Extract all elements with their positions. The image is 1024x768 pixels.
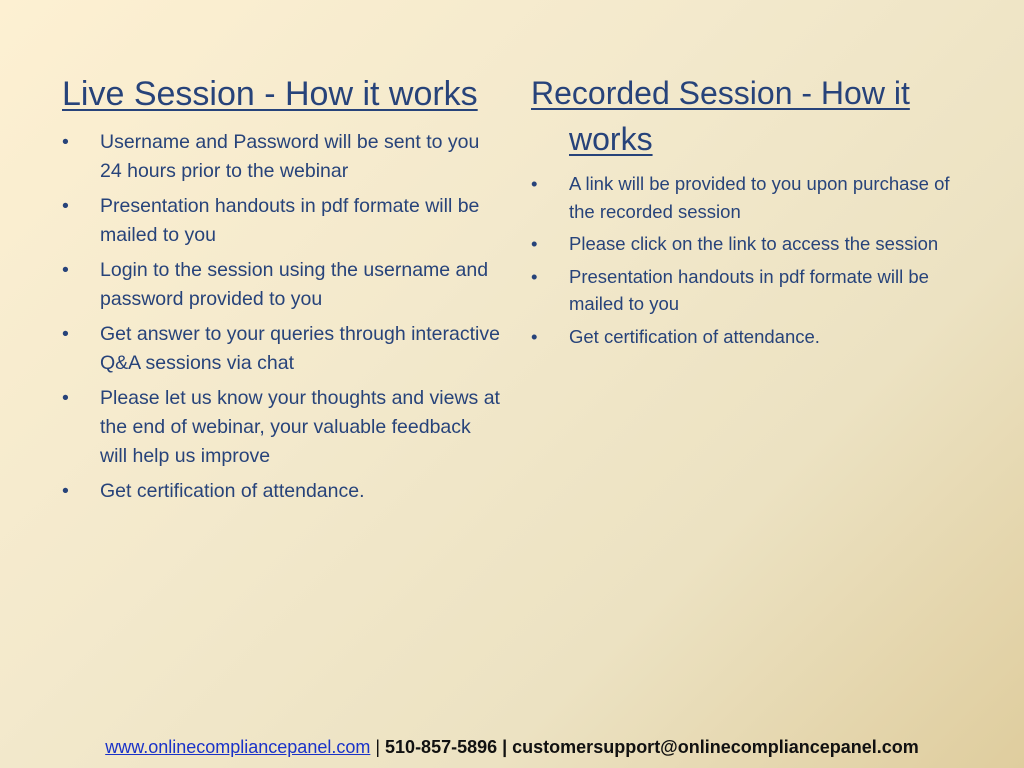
list-item: • Get certification of attendance. [62, 477, 502, 506]
list-item: • Get answer to your queries through interactive Q&A sessions via chat [62, 320, 502, 378]
list-item: • Presentation handouts in pdf formate will be mailed to you [62, 192, 502, 250]
live-session-list [62, 128, 502, 506]
list-item: • Get certification of attendance. [531, 323, 971, 351]
bullet-icon: • [531, 325, 538, 347]
bullet-icon: • [531, 233, 538, 254]
recorded-session-column [531, 70, 971, 355]
live-session-column [62, 70, 502, 512]
bullet-icon: • [62, 259, 69, 281]
footer-contact: 510-857-5896 | customersupport@onlinecompliancepanel.com [385, 737, 919, 757]
footer [0, 737, 1024, 758]
bullet-icon: • [62, 480, 69, 502]
bullet-icon: • [531, 173, 538, 194]
bullet-icon: • [62, 387, 69, 409]
list-item: • Please click on the link to access the session [531, 230, 971, 258]
list-item: • Please let us know your thoughts and views at the end of webinar, your valuable feedback will help us improve [62, 384, 502, 471]
footer-separator: | [370, 737, 386, 757]
website-link[interactable]: www.onlinecompliancepanel.com [105, 737, 371, 757]
recorded-session-heading: Recorded Session - How it works [531, 75, 910, 157]
list-item: • Login to the session using the username and password provided to you [62, 256, 502, 314]
recorded-session-list [531, 170, 971, 350]
bullet-icon: • [62, 195, 69, 217]
live-session-heading: Live Session - How it works [62, 75, 478, 113]
bullet-icon: • [531, 265, 538, 287]
list-item: • Presentation handouts in pdf formate will be mailed to you [531, 263, 971, 318]
bullet-icon: • [62, 323, 69, 345]
list-item: • A link will be provided to you upon purchase of the recorded session [531, 170, 971, 225]
list-item: • Username and Password will be sent to you 24 hours prior to the webinar [62, 128, 502, 186]
bullet-icon: • [62, 131, 69, 153]
